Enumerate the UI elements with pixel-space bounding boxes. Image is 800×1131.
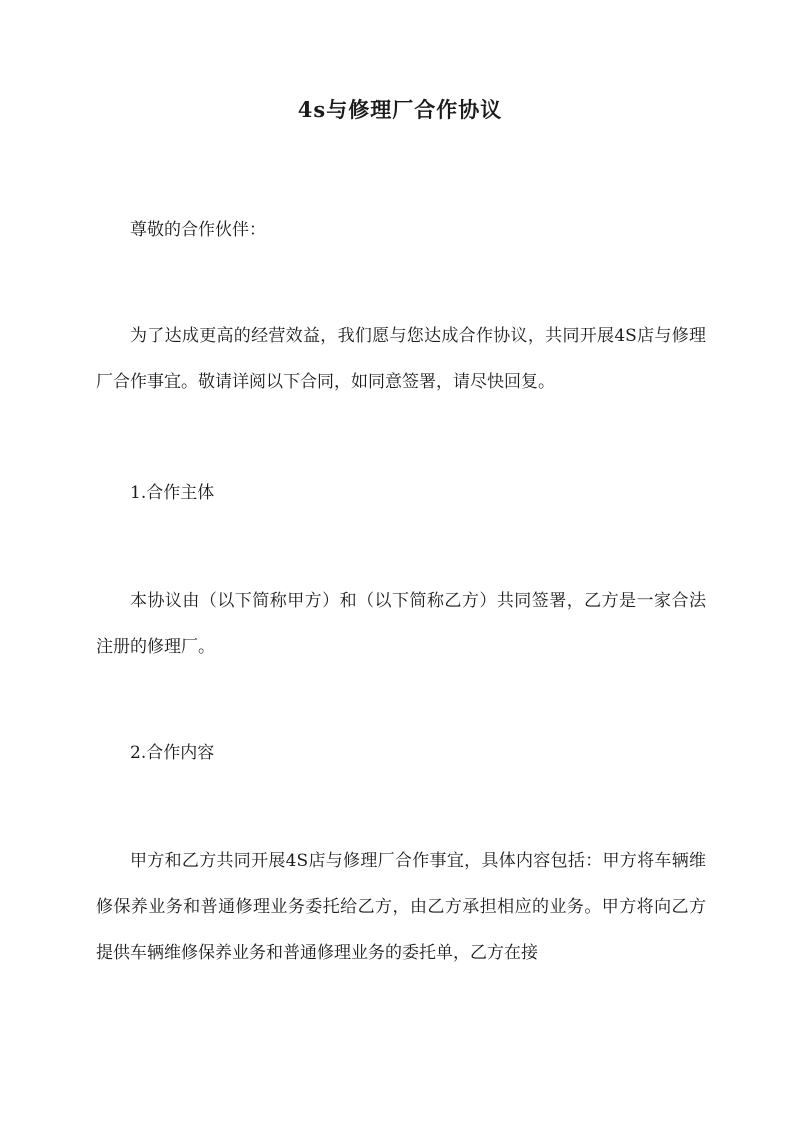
section-2-body: 甲方和乙方共同开展4S店与修理厂合作事宜，具体内容包括：甲方将车辆维修保养业务和普通修理业务委托给乙方，由乙方承担相应的业务。甲方将向乙方提供车辆维修保养业务和普通修理业务的委托单，乙方在接 <box>96 851 706 963</box>
section-1-heading: 1.合作主体 <box>130 483 215 503</box>
section-1-body: 本协议由（以下简称甲方）和（以下简称乙方）共同签署，乙方是一家合法注册的修理厂。 <box>96 591 706 657</box>
intro-paragraph: 为了达成更高的经营效益，我们愿与您达成合作协议，共同开展4S店与修理厂合作事宜。敬请详阅以下合同，如同意签署，请尽快回复。 <box>96 326 706 392</box>
section-2-heading: 2.合作内容 <box>130 743 215 763</box>
document-title: 4s与修理厂合作协议 <box>297 97 503 122</box>
greeting: 尊敬的合作伙伴： <box>130 220 266 240</box>
